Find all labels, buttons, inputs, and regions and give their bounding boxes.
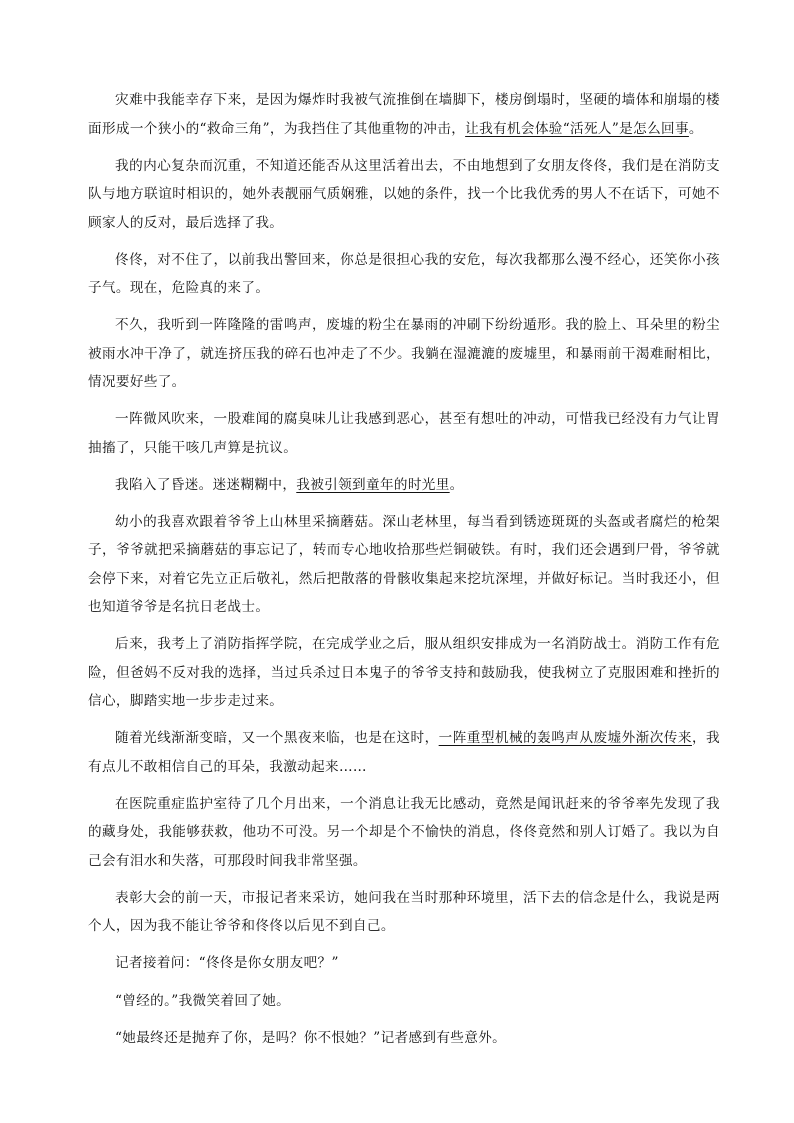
text-segment: 。 bbox=[688, 120, 703, 137]
paragraph-5 bbox=[88, 405, 720, 462]
paragraph-2 bbox=[88, 152, 720, 238]
text-segment: 不久，我听到一阵隆隆的雷鸣声，废墟的粉尘在暴雨的冲刷下纷纷遁形。我的脸上、耳朵里的粉尘被雨水冲干净了，就连挤压我的碎石也冲走了不少。我躺在湿漉漉的废墟里，和暴雨前干渴难耐相比，情况要好些了。 bbox=[88, 317, 720, 390]
paragraph-12 bbox=[88, 949, 720, 978]
text-segment: ，我有点儿不敢相信自己的耳朵，我激动起来…… bbox=[88, 730, 720, 775]
text-segment: 在医院重症监护室待了几个月出来，一个消息让我无比感动，竟然是闻讯赶来的爷爷率先发现了我的藏身处，我能够获救，他功不可没。另一个却是个不愉快的消息，佟佟竟然和别人订婚了。我以为自己会有泪水和失落，可那段时间我非常坚强。 bbox=[88, 795, 720, 869]
paragraph-10 bbox=[88, 790, 720, 876]
text-segment: 我陷入了昏迷。迷迷糊糊中， bbox=[115, 476, 297, 493]
text-segment: “她最终还是抛弃了你，是吗？你不恨她？”记者感到有些意外。 bbox=[115, 1030, 507, 1046]
text-segment: 后来，我考上了消防指挥学院，在完成学业之后，服从组织安排成为一名消防战士。消防工作有危险，但爸妈不反对我的选择，当过兵杀过日本鬼子的爷爷支持和鼓励我，使我树立了克服困难和挫折的信心，脚踏实地一步步走过来。 bbox=[88, 636, 720, 709]
text-segment: 幼小的我喜欢跟着爷爷上山林里采摘蘑菇。深山老林里，每当看到锈迹斑斑的头盔或者腐烂的枪架子，爷爷就把采摘蘑菇的事忘记了，转而专心地收拾那些烂铜破铁。有时，我们还会遇到尸骨，爷爷就会停下来，对着它先立正后敬礼，然后把散落的骨骸收集起来挖坑深埋，并做好标记。当时我还小，但也知道爷爷是名抗日老战士。 bbox=[88, 513, 720, 615]
text-segment: 记者接着问：“佟佟是你女朋友吧？” bbox=[115, 955, 339, 971]
paragraph-14 bbox=[88, 1024, 720, 1053]
paragraph-3 bbox=[88, 246, 720, 303]
text-segment: 。 bbox=[449, 476, 464, 493]
underlined-phrase: 一阵重型机械的轰鸣声从废墟外渐次传来 bbox=[438, 730, 692, 746]
paragraph-6 bbox=[88, 471, 720, 500]
text-segment: 表彰大会的前一天，市报记者来采访，她问我在当时那种环境里，活下去的信念是什么，我说是两个人，因为我不能让爷爷和佟佟以后见不到自己。 bbox=[88, 889, 720, 934]
text-segment: 一阵微风吹来，一股难闻的腐臭味儿让我感到恶心，甚至有想吐的冲动，可惜我已经没有力气让胃抽搐了，只能干咳几声算是抗议。 bbox=[88, 411, 720, 456]
text-segment: 佟佟，对不住了，以前我出警回来，你总是很担心我的安危，每次我都那么漫不经心，还笑你小孩子气。现在，危险真的来了。 bbox=[88, 251, 720, 296]
paragraph-11 bbox=[88, 884, 720, 941]
paragraph-1 bbox=[88, 86, 720, 143]
document-page bbox=[88, 86, 720, 1062]
underlined-phrase: 让我有机会体验“活死人”是怎么回事 bbox=[465, 120, 689, 137]
paragraph-4 bbox=[88, 311, 720, 397]
text-segment: 随着光线渐渐变暗，又一个黑夜来临，也是在这时， bbox=[115, 730, 439, 746]
underlined-phrase: 我被引领到童年的时光里 bbox=[296, 476, 450, 493]
paragraph-8 bbox=[88, 630, 720, 716]
paragraph-7 bbox=[88, 508, 720, 622]
text-segment: 我的内心复杂而沉重，不知道还能否从这里活着出去，不由地想到了女朋友佟佟，我们是在消防支队与地方联谊时相识的，她外表靓丽气质娴雅，以她的条件，找一个比我优秀的男人不在话下，可她不顾家人的反对，最后选择了我。 bbox=[88, 157, 720, 231]
paragraph-13 bbox=[88, 987, 720, 1016]
text-segment: “曾经的。”我微笑着回了她。 bbox=[115, 992, 291, 1009]
paragraph-9 bbox=[88, 724, 720, 781]
text-segment: 灾难中我能幸存下来，是因为爆炸时我被气流推倒在墙脚下，楼房倒塌时，坚硬的墙体和崩塌的楼面形成一个狭小的“救命三角”，为我挡住了其他重物的冲击， bbox=[88, 92, 720, 137]
